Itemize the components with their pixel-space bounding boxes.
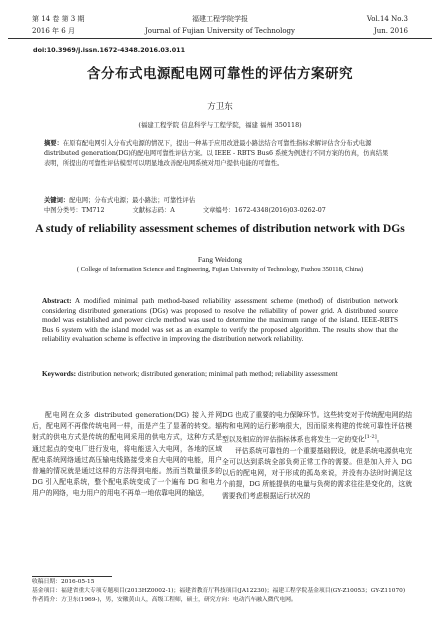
body-paragraph: 评估系统可靠性的一个重要基础假设，就是系统电源供电完全可以达到系统全部负荷正常工作的需要。但是加入并入 DG 以后的配电网，对于形成的孤岛来说，并没有办法时时满足这个前提，DG 所能提供的电量与负荷的需求往往是变化的，这就需要我们考虑根据运行状况的 <box>222 446 412 500</box>
keywords-text-en: distribution network; distributed generation; minimal path method; reliability assessment <box>76 369 338 378</box>
body-text: DG 也成了重要的电力保障环节。这些转变对于传统配电网的结构和电网的运行影响很大，因而原来构建的传统可靠性评估模型以及相应的评估指标体系也将发生一定的变化 <box>222 411 412 444</box>
issue-date-en: Jun. 2016 <box>373 27 408 35</box>
abstract-text-en: A modified minimal path method-based reliability assessment scheme (method) of distribution network considering distributed generations (DGs) was proposed to resolve the reliability of power grid. A distributed source model was established and power circle method was used to determine the maximum range of the island. IEEE-RBTS Bus 6 system with the island model was set as an example to verify the proposed algorithm. The results show that the reliability evaluation scheme is effective in improving the distribution network reliability. <box>42 296 398 343</box>
keywords-cn <box>44 196 394 206</box>
article-number: 文章编号：1672-4348(2016)03-0262-07 <box>202 207 326 214</box>
body-text: 。 <box>376 435 384 444</box>
affiliation-en: ( College of Information Science and Engineering, Fujian University of Technology, Fuzhou 350118, China) <box>76 266 364 273</box>
paper-title-en: A study of reliability assessment schemes of distribution network with DGs <box>35 222 405 235</box>
keywords-text-cn: 配电网；分布式电源；最小路法；可靠性评估 <box>69 197 196 204</box>
volume-issue: 第 14 卷 第 3 期 <box>32 15 85 23</box>
document-code: 文献标志码：A <box>132 207 175 214</box>
abstract-label-cn: 摘要： <box>44 140 63 147</box>
footnote-rule <box>32 576 112 577</box>
paper-title-cn: 含分布式电源配电网可靠性的评估方案研究 <box>87 66 353 82</box>
volume-issue-en: Vol.14 No.3 <box>366 15 408 23</box>
affiliation-cn: (福建工程学院 信息科学与工程学院，福建 福州 350118) <box>138 121 302 129</box>
footnote-fund: 基金项目：福建省重大专项专题项目(2013HZ0002-1)；福建省教育厅科技项目(JA12230)；福建工程学院基金项目(GY-Z10053；GY-Z11070) <box>32 588 406 594</box>
abstract-en <box>42 296 398 344</box>
abstract-label-en: Abstract: <box>42 296 72 305</box>
keywords-label-en: Keywords: <box>42 369 77 378</box>
body-paragraph: 配电网在众多 distributed generation(DG) 接入并网后，配电网不再像传统电网一样，而是产生了显著的转变。辐射式的供电方式是传统的配电网采用的供电方式，这种方式是通过起点的变电厂进行发电，将电能送入大电网，各地的区域配电系统网络通过高压输电线路接受来自大电网的电能，用户普遍的情况就是通过这样的方法得到电能。然而当数量很多的 DG 引入配电系统，整个配电系统变成了一个遍布 DG 和电力用户的网络，电力用户的用电不再单一地依靠电网的输送， <box>32 411 222 498</box>
clc-number: 中图分类号：TM712 <box>44 207 105 214</box>
author-en: Fang Weidong <box>197 255 243 264</box>
issue-date-cn: 2016 年 6 月 <box>32 27 75 35</box>
citation-ref[interactable]: [1-2] <box>364 434 377 441</box>
body-column-right <box>222 410 412 502</box>
body-paragraph <box>222 410 412 446</box>
footnotes <box>32 578 414 605</box>
journal-name-en: Journal of Fujian University of Technology <box>145 27 295 35</box>
abstract-text-cn: 在原有配电网引入分布式电源的情况下，提出一种基于应用改进最小路法结合可靠性指标求解评估含分布式电源 distributed generation(DG)的配电网可靠性评估方案。以 IEEE - RBTS Bus6 系统为例进行不同方案的仿真，仿真结果表明，所提出的可靠性评估模型可以明显地改善配电网系统对用户提供电能的可靠性。 <box>44 140 389 167</box>
keywords-en <box>42 369 398 379</box>
footnote-received: 收稿日期：2016-05-15 <box>32 579 95 585</box>
keywords-label-cn: 关键词： <box>44 197 70 204</box>
body-column-left <box>32 410 222 500</box>
doi[interactable]: doi:10.3969/j.issn.1672-4348.2016.03.011 <box>33 46 186 54</box>
journal-name-cn: 福建工程学院学报 <box>192 15 248 23</box>
header-rule <box>8 38 432 39</box>
classification-line <box>44 206 394 216</box>
abstract-cn <box>44 139 392 169</box>
author-cn: 方卫东 <box>207 102 233 112</box>
footnote-author: 作者简介：方卫东(1969-)，男，安徽黄山人，高级工程师，硕士，研究方向：电动汽车融入微代电网。 <box>32 597 297 603</box>
